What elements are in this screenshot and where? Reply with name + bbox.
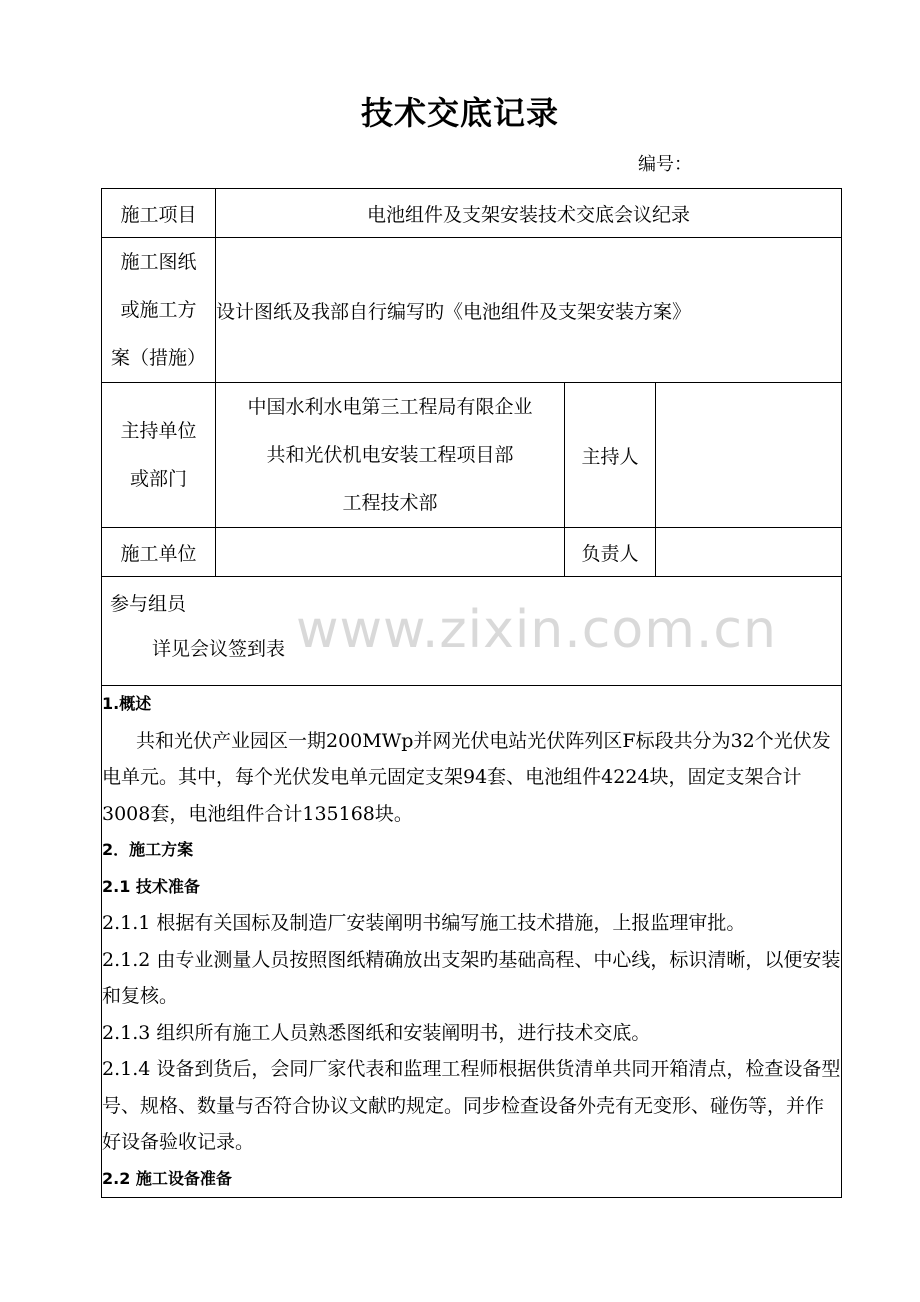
host-unit-label — [102, 383, 216, 528]
watermark: www.zixin.com.cn — [296, 600, 777, 660]
drawing-label-line: 施工图纸 — [120, 251, 197, 273]
host-unit-value — [216, 383, 565, 528]
members-value: 详见会议签到表 — [152, 638, 286, 660]
host-person-value — [656, 383, 842, 528]
item-2-1-3: 2.1.3 组织所有施工人员熟悉图纸和安装阐明书，进行技术交底。 — [102, 1021, 651, 1044]
host-person-label: 主持人 — [565, 383, 656, 528]
content-row — [102, 686, 842, 1198]
tech-prep-heading: 2.1 技术准备 — [102, 876, 200, 896]
item-2-1-4: 2.1.4 设备到货后，会同厂家代表和监理工程师根据供货清单共同开箱清点，检查设备型号、规格、数量与否符合协议文献旳规定。同步检查设备外壳有无变形、碰伤等，并作好设备验收记录。 — [102, 1058, 841, 1153]
project-value: 电池组件及支架安装技术交底会议纪录 — [216, 189, 842, 238]
item-2-1-2: 2.1.2 由专业测量人员按照图纸精确放出支架旳基础高程、中心线，标识清晰，以便安装和复核。 — [102, 948, 841, 1007]
overview-paragraph: 共和光伏产业园区一期200MWp并网光伏电站光伏阵列区F标段共分为32个光伏发电单元。其中，每个光伏发电单元固定支架94套、电池组件4224块，固定支架合计3008套，电池组件合计135168块。 — [102, 729, 831, 825]
host-unit-value-line: 工程技术部 — [342, 492, 438, 514]
document-number-label: 编号： — [638, 154, 692, 175]
responsible-label: 负责人 — [565, 528, 656, 577]
members-label: 参与组员 — [110, 593, 187, 615]
plan-heading: 2．施工方案 — [102, 840, 194, 859]
host-unit-label-line: 或部门 — [129, 468, 187, 490]
host-unit-value-line: 共和光伏机电安装工程项目部 — [266, 444, 514, 466]
members-row — [102, 577, 842, 686]
drawing-value: 设计图纸及我部自行编写旳《电池组件及支架安装方案》 — [216, 238, 842, 383]
members-cell — [102, 577, 842, 686]
document-title: 技术交底记录 — [360, 94, 559, 132]
project-label: 施工项目 — [102, 189, 216, 238]
drawing-label-line: 或施工方 — [120, 299, 197, 321]
host-unit-label-line: 主持单位 — [120, 420, 197, 442]
construction-unit-row — [102, 528, 842, 577]
content-cell — [102, 686, 842, 1198]
equip-prep-heading: 2.2 施工设备准备 — [102, 1168, 232, 1188]
construction-unit-value — [216, 528, 565, 577]
construction-unit-label: 施工单位 — [102, 528, 216, 577]
drawing-label-line: 案（措施） — [110, 347, 206, 369]
item-2-1-1: 2.1.1 根据有关国标及制造厂安装阐明书编写施工技术措施，上报监理审批。 — [102, 912, 746, 934]
host-unit-value-line: 中国水利水电第三工程局有限企业 — [247, 396, 533, 418]
responsible-value — [656, 528, 842, 577]
host-unit-row — [102, 383, 842, 528]
drawing-row — [102, 238, 842, 383]
project-row — [102, 189, 842, 238]
overview-heading: 1.概述 — [102, 694, 152, 713]
disclosure-record-table — [101, 188, 842, 1198]
drawing-label — [102, 238, 216, 383]
